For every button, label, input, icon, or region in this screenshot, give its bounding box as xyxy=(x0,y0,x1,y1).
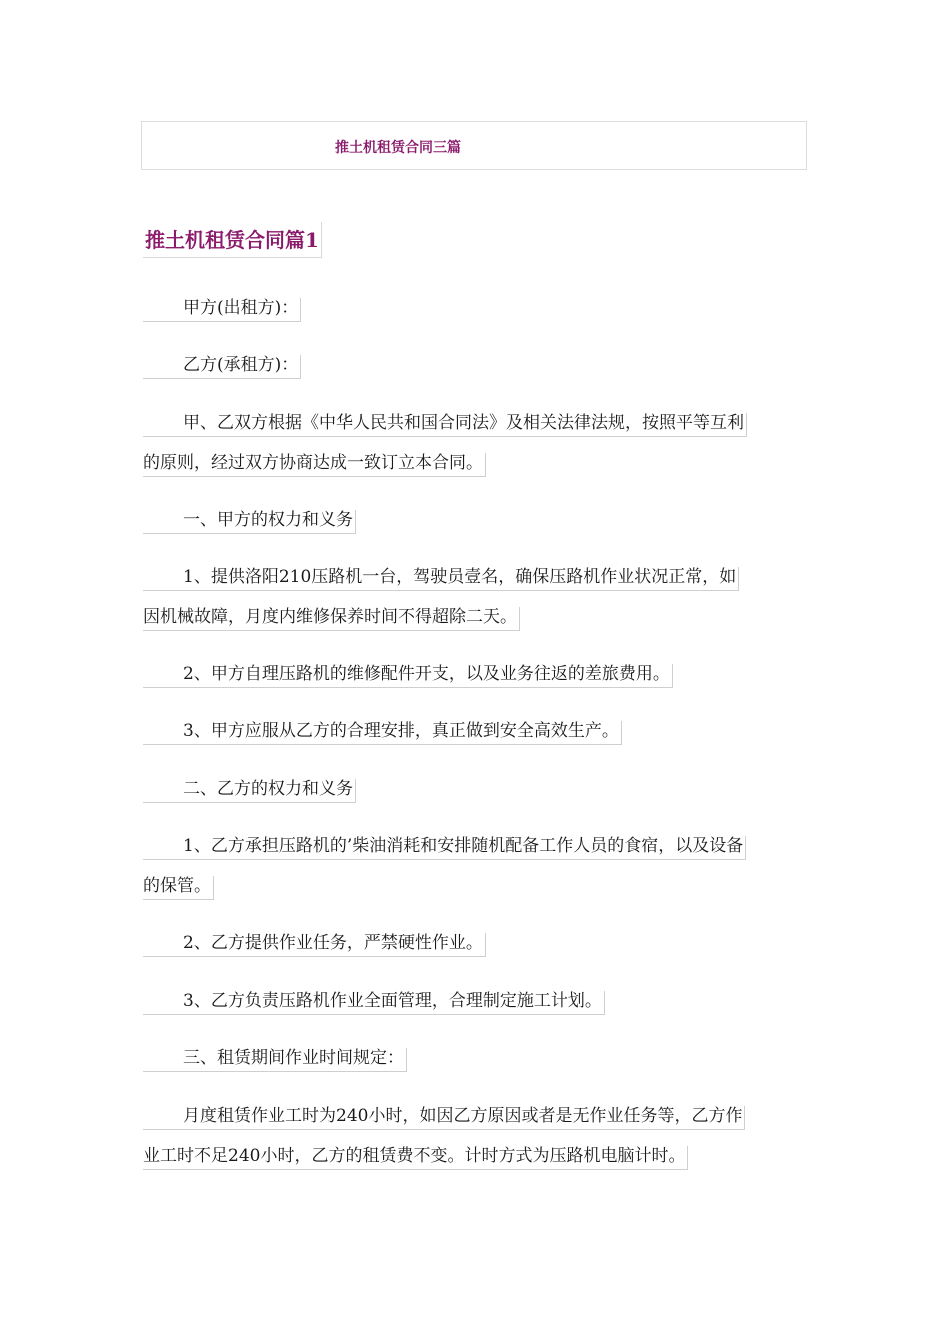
clause-2-1-paragraph xyxy=(143,836,746,900)
paragraph-line: 因机械故障，月度内维修保养时间不得超除二天。 xyxy=(143,607,520,631)
paragraph-line: 乙方(承租方)： xyxy=(143,355,301,379)
paragraph-line: 一、甲方的权力和义务 xyxy=(143,510,356,534)
paragraph-line: 甲、乙双方根据《中华人民共和国合同法》及相关法律法规，按照平等互利 xyxy=(143,413,747,437)
clause-heading-2 xyxy=(143,779,356,803)
clause-1-3-paragraph xyxy=(143,721,622,745)
paragraph-line: 甲方(出租方)： xyxy=(143,298,301,322)
preamble-paragraph xyxy=(143,413,747,477)
clause-3-paragraph xyxy=(143,1106,745,1170)
clause-heading-1 xyxy=(143,510,356,534)
clause-2-2-paragraph xyxy=(143,933,486,957)
document-title: 推土机租赁合同三篇 xyxy=(335,140,461,156)
paragraph-line: 二、乙方的权力和义务 xyxy=(143,779,356,803)
paragraph-line: 月度租赁作业工时为240小时，如因乙方原因或者是无作业任务等，乙方作 xyxy=(143,1106,745,1130)
paragraph-line: 的原则，经过双方协商达成一致订立本合同。 xyxy=(143,453,486,477)
section-heading: 推土机租赁合同篇1 xyxy=(143,222,322,258)
paragraph-line: 2、甲方自理压路机的维修配件开支，以及业务往返的差旅费用。 xyxy=(143,664,673,688)
paragraph-line: 的保管。 xyxy=(143,876,214,900)
paragraph-line: 3、甲方应服从乙方的合理安排，真正做到安全高效生产。 xyxy=(143,721,622,745)
party-a-paragraph xyxy=(143,298,301,322)
paragraph-line: 三、租赁期间作业时间规定： xyxy=(143,1048,407,1072)
paragraph-line: 1、提供洛阳210压路机一台，驾驶员壹名，确保压路机作业状况正常，如 xyxy=(143,567,739,591)
clause-2-3-paragraph xyxy=(143,991,605,1015)
clause-1-1-paragraph xyxy=(143,567,739,631)
document-header-box xyxy=(141,121,807,170)
clause-1-2-paragraph xyxy=(143,664,673,688)
clause-heading-3 xyxy=(143,1048,407,1072)
paragraph-line: 1、乙方承担压路机的’柴油消耗和安排随机配备工作人员的食宿，以及设备 xyxy=(143,836,746,860)
paragraph-line: 3、乙方负责压路机作业全面管理，合理制定施工计划。 xyxy=(143,991,605,1015)
party-b-paragraph xyxy=(143,355,301,379)
paragraph-line: 业工时不足240小时，乙方的租赁费不变。计时方式为压路机电脑计时。 xyxy=(143,1146,688,1170)
paragraph-line: 2、乙方提供作业任务，严禁硬性作业。 xyxy=(143,933,486,957)
